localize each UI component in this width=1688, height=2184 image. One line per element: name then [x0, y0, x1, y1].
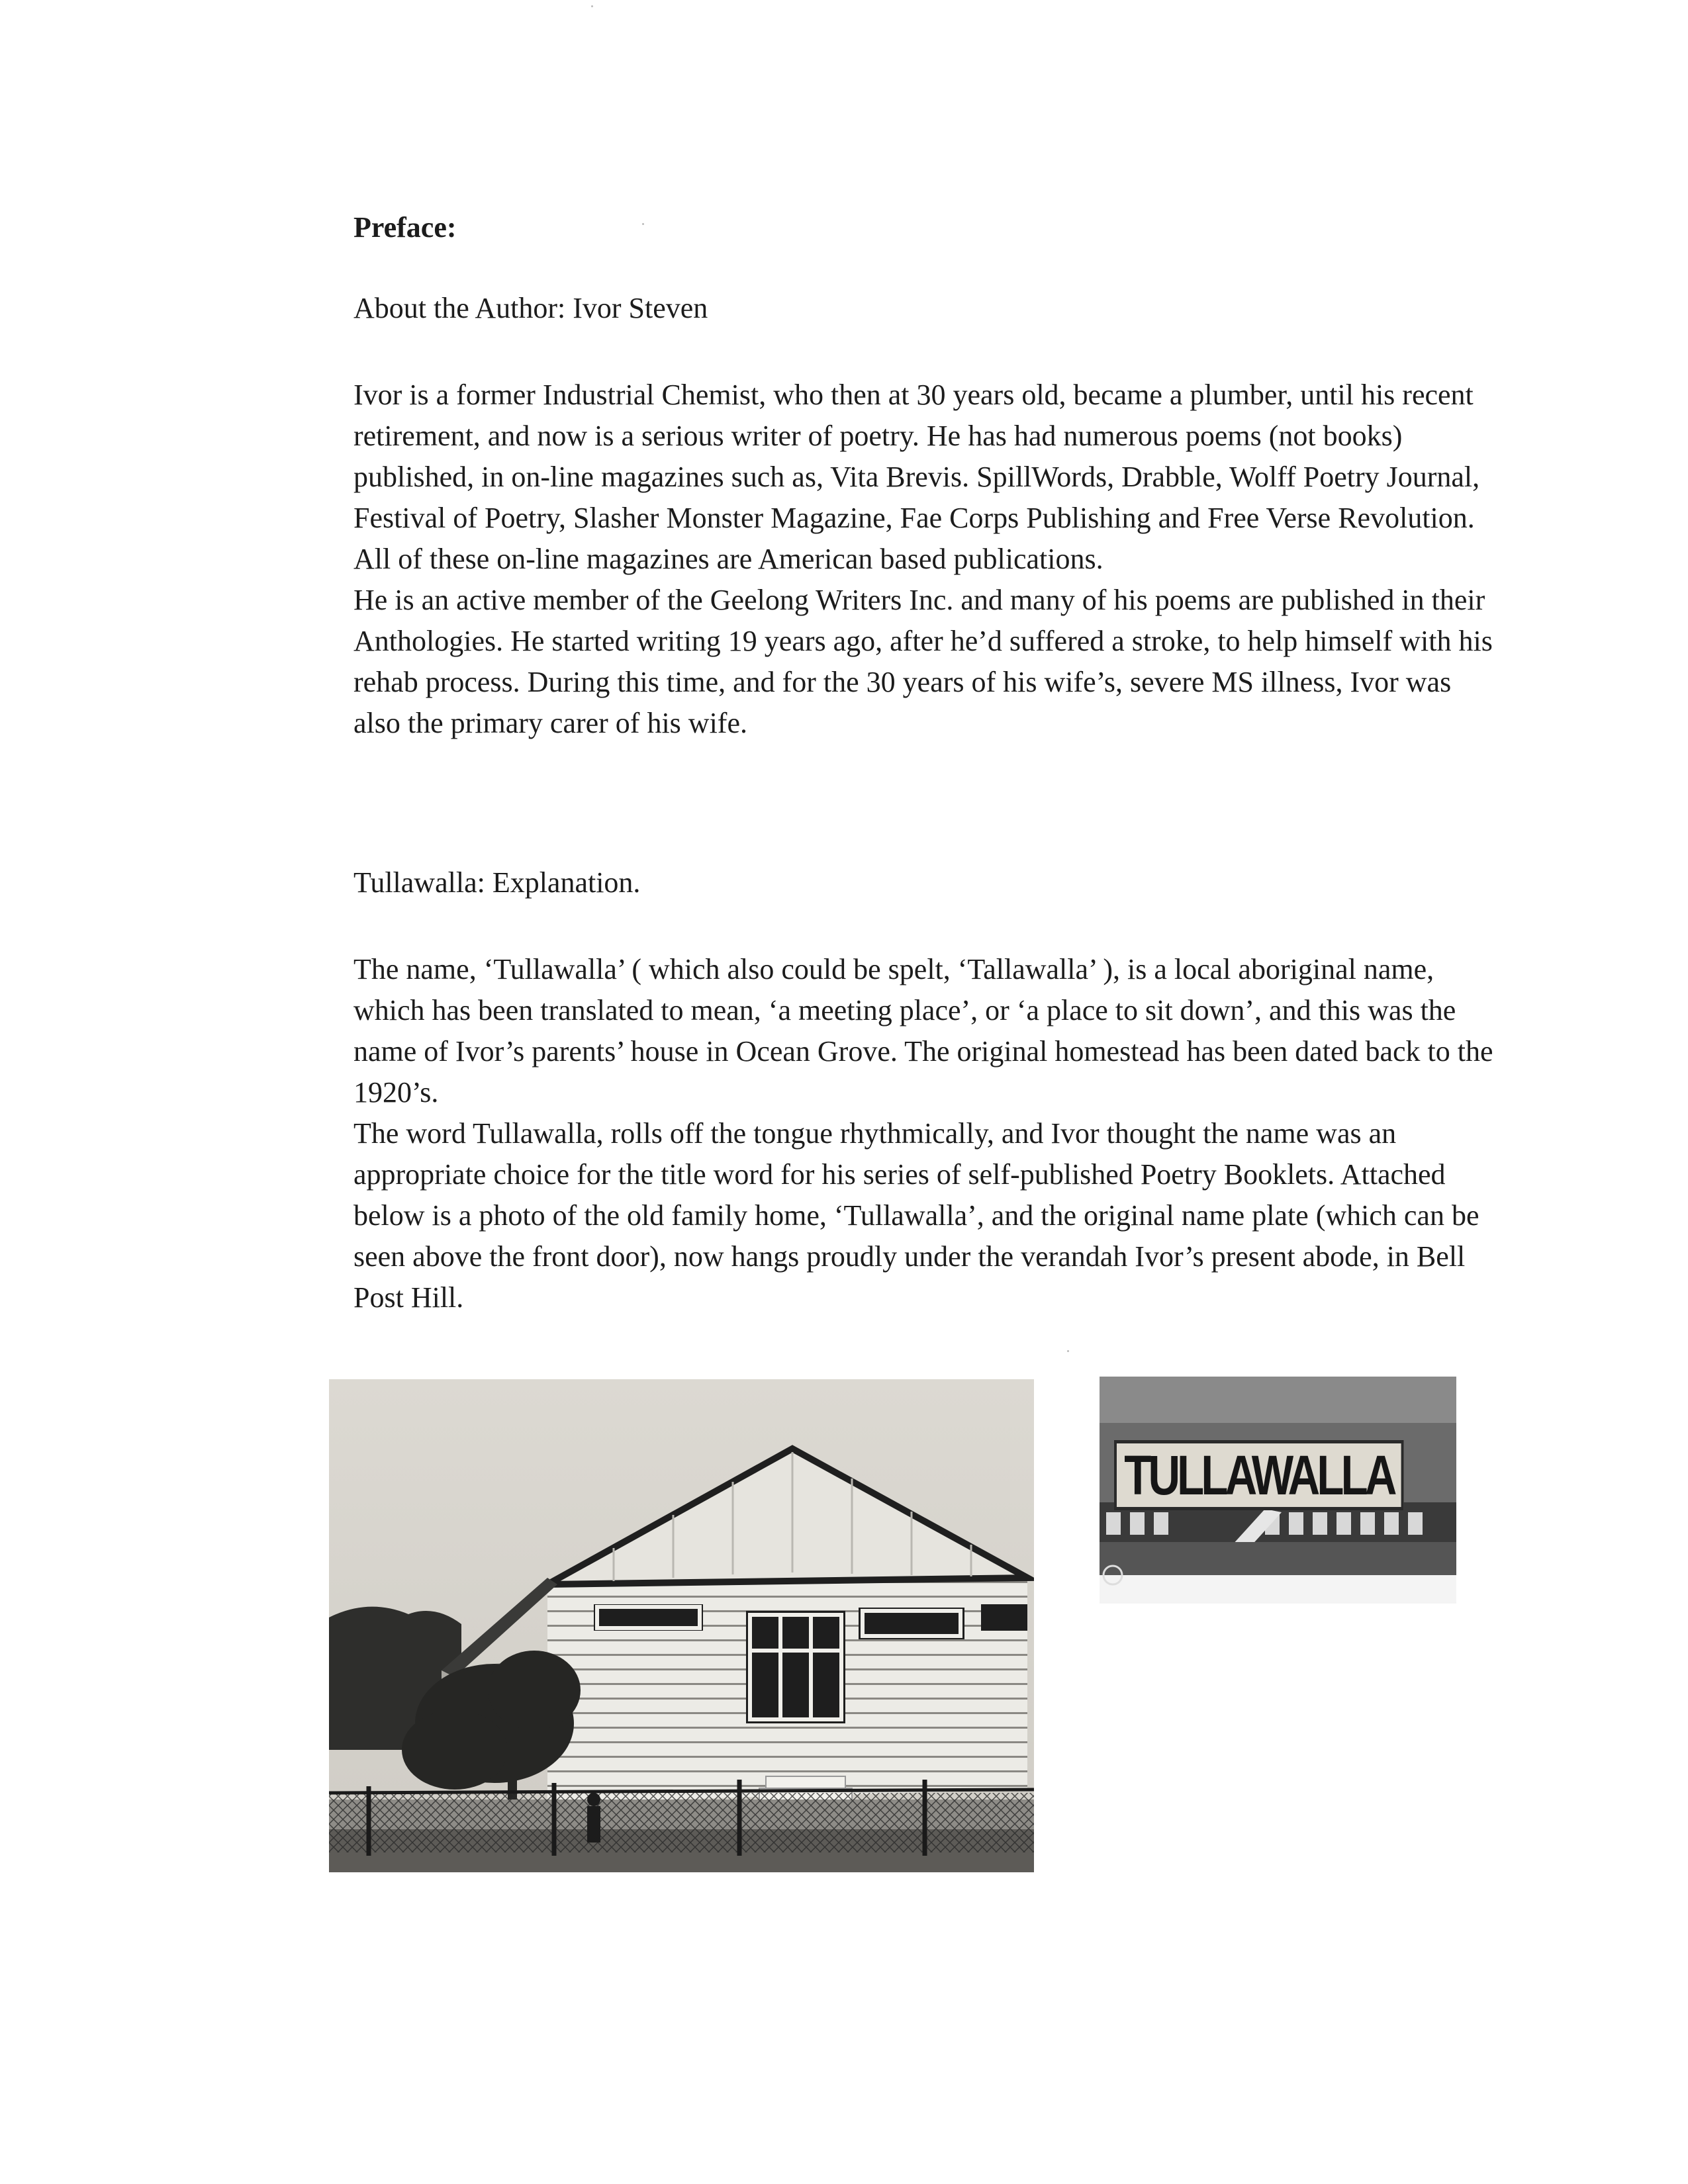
preface-heading: Preface: [353, 211, 457, 244]
name-plate-sign: TULLAWALLA [1114, 1440, 1404, 1510]
explanation-paragraph: The name, ‘Tullawalla’ ( which also could be spelt, ‘Tallawalla’ ), is a local aboriginal name, which has been translated to mean, ‘a meeting place’, or ‘a place to sit down’, and this was the name of Ivor’s parents’ house in Ocean Grove. The original homestead has been dated back to the 1920’s. [353, 953, 1493, 1109]
explanation-body [353, 949, 1505, 1318]
about-author-body [353, 375, 1505, 744]
explanation-title: Tullawalla: Explanation. [353, 866, 641, 899]
scan-speck [591, 5, 593, 7]
family-home-photo [329, 1379, 1034, 1872]
about-paragraph: Ivor is a former Industrial Chemist, who then at 30 years old, became a plumber, until his recent retirement, and now is a serious writer of poetry. He has had numerous poems (not books) published, in on-line magazines such as, Vita Brevis. SpillWords, Drabble, Wolff Poetry Journal, Festival of Poetry, Slasher Monster Magazine, Fae Corps Publishing and Free Verse Revolution. All of these on-line magazines are American based publications. [353, 379, 1480, 575]
scan-speck [1067, 1350, 1069, 1352]
house-illustration [329, 1379, 1034, 1872]
about-author-title: About the Author: Ivor Steven [353, 292, 708, 324]
name-plate-photo [1100, 1377, 1456, 1604]
scan-speck [642, 223, 644, 225]
explanation-paragraph: The word Tullawalla, rolls off the tongue rhythmically, and Ivor thought the name was an appropriate choice for the title word for his series of self-published Poetry Booklets. Attached below is a photo of the old family home, ‘Tullawalla’, and the original name plate (which can be seen above the front door), now hangs proudly under the verandah Ivor’s present abode, in Bell Post Hill. [353, 1117, 1479, 1314]
about-paragraph: He is an active member of the Geelong Writers Inc. and many of his poems are published in their Anthologies. He started writing 19 years ago, after he’d suffered a stroke, to help himself with his rehab process. During this time, and for the 30 years of his wife’s, severe MS illness, Ivor was also the primary carer of his wife. [353, 584, 1493, 739]
